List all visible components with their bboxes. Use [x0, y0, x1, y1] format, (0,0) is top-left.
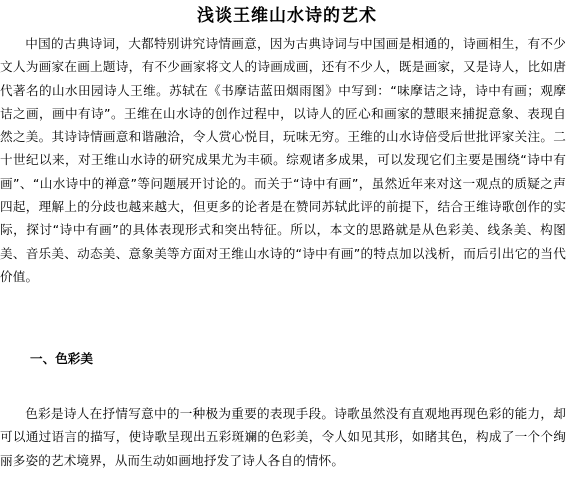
body-paragraph-intro: 中国的古典诗词，大都特别讲究诗情画意，因为古典诗词与中国画是相通的，诗画相生，有不少文人为画家在画上题诗，有不少画家将文人的诗画成画，还有不少人，既是画家，又是诗人，比如唐代著名的山水田园诗人王维。苏轼在《书摩诘蓝田烟雨图》中写到：“味摩诘之诗，诗中有画；观摩诘之画，画中有诗”。王维在山水诗的创作过程中，以诗人的匠心和画家的慧眼来捕捉意象、表现自然之美。其诗诗情画意和谐融洽，令人赏心悦目，玩味无穷。王维的山水诗倍受后世批评家关注。二十世纪以来，对王维山水诗的研究成果尤为丰硕。综观诸多成果，可以发现它们主要是围绕“诗中有画”、“山水诗中的禅意”等问题展开讨论的。而关于“诗中有画”，虽然近年来对这一观点的质疑之声四起，理解上的分歧也越来越大，但更多的论者是在赞同苏轼此评的前提下，结合王维诗歌创作的实际，探讨“诗中有画”的具体表现形式和突出特征。所以，本文的思路就是从色彩美、线条美、构图美、音乐美、动态美、意象美等方面对王维山水诗的“诗中有画”的特点加以浅析，而后引出它的当代价值。: [0, 36, 566, 284]
body-paragraph-color: 色彩是诗人在抒情写意中的一种极为重要的表现手段。诗歌虽然没有直观地再现色彩的能力，却可以通过语言的描写，使诗歌呈现出五彩斑斓的色彩美，令人如见其形，如睹其色，构成了一个个绚丽多姿的艺术境界，从而生动如画地抒发了诗人各自的情怀。: [0, 406, 566, 468]
document-title: 浅谈王维山水诗的艺术: [197, 6, 377, 26]
section-heading-color: 一、色彩美: [30, 351, 93, 366]
